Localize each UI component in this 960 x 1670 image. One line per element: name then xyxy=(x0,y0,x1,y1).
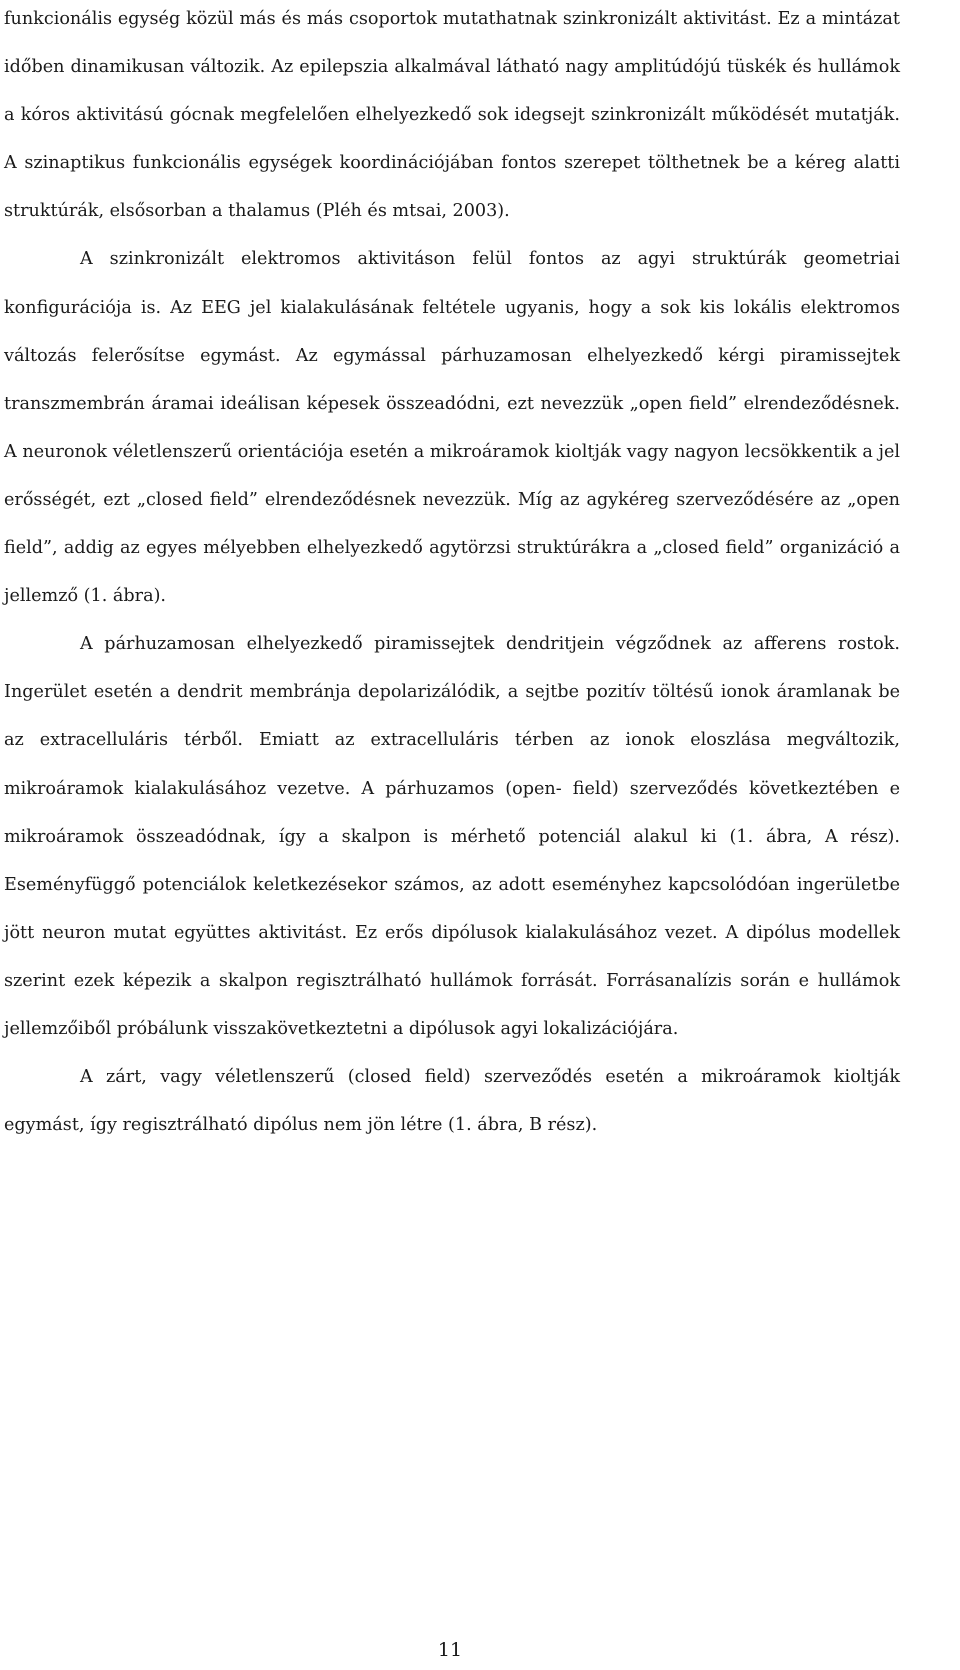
page-number: 11 xyxy=(437,1639,463,1661)
paragraph-2: A szinkronizált elektromos aktivitáson felül fontos az agyi struktúrák geometriai konfigurációja is. Az EEG jel kialakulásának feltétele ugyanis, hogy a sok kis lokális elektromos változás felerősítse egymást. Az egymással párhuzamosan elhelyezkedő kérgi piramissejtek transzmembrán áramai ideálisan képesek összeadódni, ezt nevezzük „open field” elrendeződésnek. A neuronok véletlenszerű orientációja esetén a mikroáramok kioltják vagy nagyon lecsökkentik a jel erősségét, ezt „closed field” elrendeződésnek nevezzük. Míg az agykéreg szerveződésére az „open field”, addig az egyes mélyebben elhelyezkedő agytörzsi struktúrákra a „closed field” organizáció a jellemző (1. ábra). xyxy=(4,249,900,607)
paragraph-1: funkcionális egység közül más és más csoportok mutathatnak szinkronizált aktivitást. Ez a mintázat időben dinamikusan változik. Az epilepszia alkalmával látható nagy amplitúdójú tüskék és hullámok a kóros aktivitású gócnak megfelelően elhelyezkedő sok idegsejt szinkronizált működését mutatják. A szinaptikus funkcionális egységek koordinációjában fontos szerepet tölthetnek be a kéreg alatti struktúrák, elsősorban a thalamus (Pléh és mtsai, 2003). xyxy=(4,9,900,222)
paragraph-4: A zárt, vagy véletlenszerű (closed field) szerveződés esetén a mikroáramok kioltják egymást, így regisztrálható dipólus nem jön létre (1. ábra, B rész). xyxy=(4,1067,900,1136)
paragraph-3: A párhuzamosan elhelyezkedő piramissejtek dendritjein végződnek az afferens rostok. Ingerület esetén a dendrit membránja depolarizálódik, a sejtbe pozitív töltésű ionok áramlanak be az extracelluláris térből. Emiatt az extracelluláris térben az ionok eloszlása megváltozik, mikroáramok kialakulásához vezetve. A párhuzamos (open- field) szerveződés következtében e mikroáramok összeadódnak, így a skalpon is mérhető potenciál alakul ki (1. ábra, A rész). Eseményfüggő potenciálok keletkezésekor számos, az adott eseményhez kapcsolódóan ingerületbe jött neuron mutat együttes aktivitást. Ez erős dipólusok kialakulásához vezet. A dipólus modellek szerint ezek képezik a skalpon regisztrálható hullámok forrását. Forrásanalízis során e hullámok jellemzőiből próbálunk visszakövetkeztetni a dipólusok agyi lokalizációjára. xyxy=(4,634,900,1039)
body-text xyxy=(4,0,900,1149)
